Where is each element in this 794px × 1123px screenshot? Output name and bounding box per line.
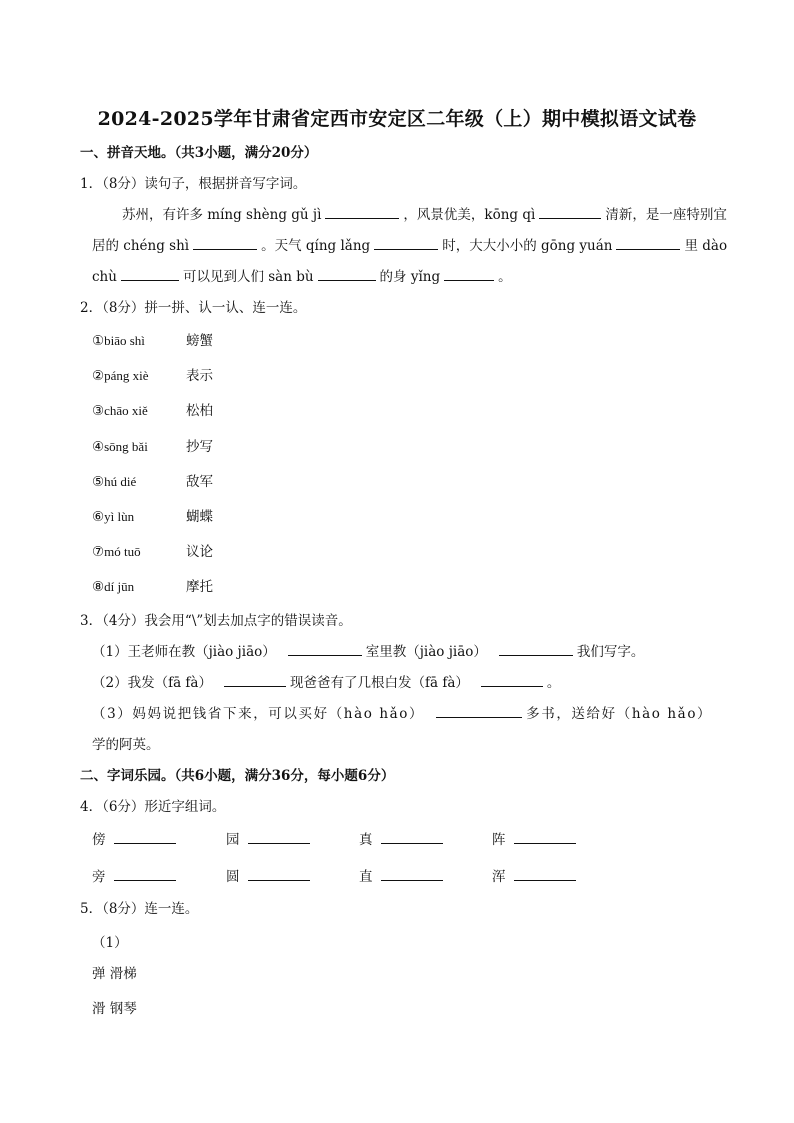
q3-text: 。 xyxy=(546,675,561,691)
q4-char: 圆 xyxy=(226,869,240,885)
item-number: ⑤ xyxy=(92,473,105,490)
q1-line-3 xyxy=(92,267,512,287)
q4-char: 旁 xyxy=(92,869,106,885)
answer-blank[interactable] xyxy=(224,674,286,687)
q3-sentence-2 xyxy=(92,673,560,693)
q4-cell xyxy=(92,830,180,850)
answer-blank[interactable] xyxy=(381,868,443,881)
q4-cell xyxy=(359,867,447,887)
item-pinyin: hú dié xyxy=(104,473,137,489)
q1-heading: 1．（8分）读句子，根据拼音写字词。 xyxy=(80,176,307,192)
item-number: ⑥ xyxy=(92,509,105,525)
q1-text: 苏州，有许多 míng shèng gǔ jì xyxy=(122,207,322,223)
q2-item[interactable] xyxy=(92,507,292,527)
item-number: ⑧ xyxy=(92,579,105,596)
q4-char: 浑 xyxy=(492,869,506,885)
item-number: ② xyxy=(92,368,105,385)
item-word: 表示 xyxy=(186,368,213,385)
item-word: 议论 xyxy=(186,544,213,561)
q5-sub-1: （1） xyxy=(92,935,128,951)
q1-text: 里 dào xyxy=(684,238,728,254)
item-number: ④ xyxy=(92,438,105,455)
answer-blank[interactable] xyxy=(514,868,576,881)
q2-item[interactable] xyxy=(92,366,292,386)
q3-sentence-3 xyxy=(92,704,712,724)
q2-item[interactable] xyxy=(92,542,292,562)
q1-text: 时，大大小小的 gōng yuán xyxy=(442,238,613,254)
answer-blank[interactable] xyxy=(499,643,573,656)
q1-text: 。天气 qíng lǎng xyxy=(261,238,371,254)
q3-heading: 3．（4分）我会用“\”划去加点字的错误读音。 xyxy=(80,613,352,629)
q3-text: 室里教（jiào jiāo） xyxy=(365,644,487,660)
q1-text: chù xyxy=(92,269,117,285)
q1-text: 的身 yǐng xyxy=(379,269,441,285)
answer-blank[interactable] xyxy=(114,831,176,844)
answer-blank[interactable] xyxy=(121,268,179,281)
q1-text: 可以见到人们 sàn bù xyxy=(182,269,314,285)
q1-text: 清新，是一座特别宜 xyxy=(605,207,727,223)
section-2-heading: 二、字词乐园。（共6小题，满分36分，每小题6分） xyxy=(80,768,395,784)
q4-cell xyxy=(226,867,314,887)
q1-text: 居的 chéng shì xyxy=(92,238,190,254)
item-pinyin: dí jūn xyxy=(104,579,135,595)
answer-blank[interactable] xyxy=(114,868,176,881)
answer-blank[interactable] xyxy=(374,237,438,250)
answer-blank[interactable] xyxy=(616,237,680,250)
q1-text: ，风景优美，kōng qì xyxy=(403,207,536,223)
q4-char: 直 xyxy=(359,869,373,885)
q4-cell xyxy=(492,830,580,850)
item-number: ③ xyxy=(92,403,105,420)
q3-sentence-3-cont: 学的阿英。 xyxy=(92,737,160,753)
item-word: 摩托 xyxy=(186,579,213,596)
item-word: 蝴蝶 xyxy=(186,509,213,525)
q2-item[interactable] xyxy=(92,331,292,351)
q5-heading: 5．（8分）连一连。 xyxy=(80,901,199,917)
q1-line-1 xyxy=(122,205,727,225)
q4-cell xyxy=(92,867,180,887)
answer-blank[interactable] xyxy=(325,206,399,219)
item-pinyin: chāo xiě xyxy=(104,403,148,419)
q3-text: 多书，送给好（hào hǎo） xyxy=(526,706,713,722)
q1-line-2 xyxy=(92,236,727,256)
item-word: 抄写 xyxy=(186,438,213,455)
q3-text: （3）妈妈说把钱省下来，可以买好（hào hǎo） xyxy=(92,706,425,722)
q2-item[interactable] xyxy=(92,577,292,597)
q3-text: （1）王老师在教（jiào jiāo） xyxy=(92,644,276,660)
q1-text: 。 xyxy=(498,269,512,285)
answer-blank[interactable] xyxy=(539,206,601,219)
answer-blank[interactable] xyxy=(436,705,522,718)
q4-cell xyxy=(492,867,580,887)
page-title: 2024-2025学年甘肃省定西市安定区二年级（上）期中模拟语文试卷 xyxy=(97,108,697,130)
q3-text: 现爸爸有了几根白发（fā fà） xyxy=(289,675,469,691)
answer-blank[interactable] xyxy=(444,268,494,281)
q5-row-1: 弹 滑梯 xyxy=(92,966,137,982)
answer-blank[interactable] xyxy=(481,674,543,687)
q2-heading: 2．（8分）拼一拼、认一认、连一连。 xyxy=(80,300,307,316)
q4-char: 真 xyxy=(359,832,373,848)
q3-text: 我们写字。 xyxy=(576,644,645,660)
q2-item[interactable] xyxy=(92,437,292,457)
item-number: ⑦ xyxy=(92,544,105,561)
q4-cell xyxy=(226,830,314,850)
q4-heading: 4．（6分）形近字组词。 xyxy=(80,799,226,815)
q4-char: 园 xyxy=(226,832,240,848)
item-pinyin: sōng bǎi xyxy=(104,438,148,454)
answer-blank[interactable] xyxy=(248,868,310,881)
q2-item[interactable] xyxy=(92,472,292,492)
item-word: 螃蟹 xyxy=(186,333,213,349)
item-pinyin: páng xiè xyxy=(104,368,149,384)
item-pinyin: biāo shì xyxy=(104,333,145,348)
answer-blank[interactable] xyxy=(514,831,576,844)
item-pinyin: yì lùn xyxy=(104,509,135,524)
q4-char: 阵 xyxy=(492,832,506,848)
answer-blank[interactable] xyxy=(248,831,310,844)
item-word: 松柏 xyxy=(186,403,213,420)
q3-sentence-1 xyxy=(92,642,644,662)
section-1-heading: 一、拼音天地。（共3小题，满分20分） xyxy=(80,145,318,161)
q3-text: （2）我发（fā fà） xyxy=(92,675,212,691)
item-number: ① xyxy=(92,333,105,349)
q5-row-2: 滑 钢琴 xyxy=(92,1001,137,1017)
answer-blank[interactable] xyxy=(193,237,257,250)
answer-blank[interactable] xyxy=(318,268,376,281)
q2-item[interactable] xyxy=(92,401,292,421)
q4-char: 傍 xyxy=(92,832,106,848)
answer-blank[interactable] xyxy=(381,831,443,844)
answer-blank[interactable] xyxy=(288,643,362,656)
item-word: 敌军 xyxy=(186,473,213,490)
item-pinyin: mó tuō xyxy=(104,544,141,560)
q4-cell xyxy=(359,830,447,850)
